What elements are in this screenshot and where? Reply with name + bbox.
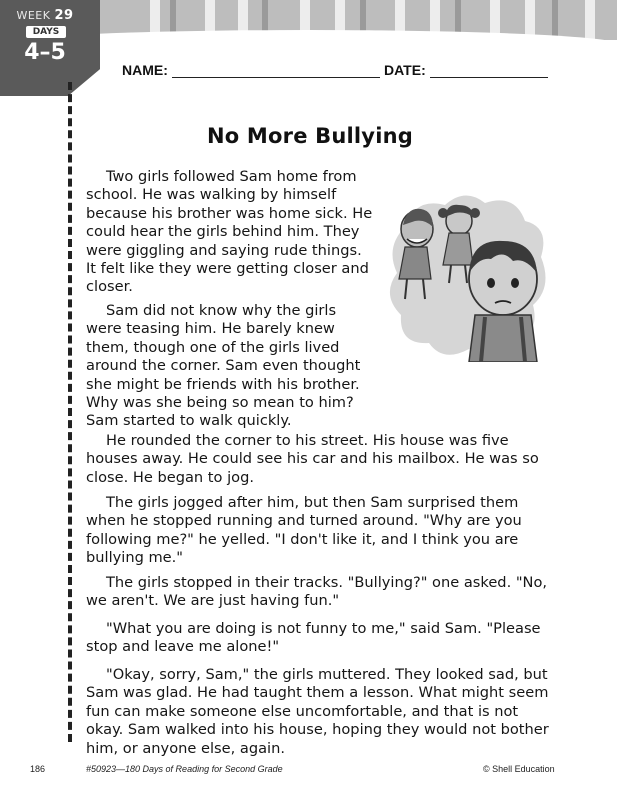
date-field[interactable] — [430, 77, 548, 78]
week-label — [0, 8, 90, 23]
story-paragraph-1: Two girls followed Sam home from school. He was walking by himself because his brother was home sick. He could hear the girls behind him. They were giggling and saying rude things. It felt like they were getting closer and closer. — [86, 168, 373, 296]
name-field[interactable] — [172, 77, 380, 78]
margin-dashed-line — [68, 82, 72, 742]
name-date-row — [122, 62, 552, 82]
days-label: DAYS — [26, 26, 66, 38]
story-paragraph-6: "What you are doing is not funny to me," said Sam. "Please stop and leave me alone!" — [86, 620, 541, 656]
story-title: No More Bullying — [207, 124, 413, 148]
story-paragraph-7: "Okay, sorry, Sam," the girls muttered. They looked sad, but Sam was glad. He had taught them a lesson. What might seem fun can make someone else uncomfortable, and that is not okay. Sam walked into his house, hoping they would not bother him, or anyone else, again. — [86, 666, 549, 757]
days-range: 4–5 — [24, 40, 66, 65]
story-paragraph-3: He rounded the corner to his street. His house was five houses away. He could see his car and his mailbox. He was so close. He began to jog. — [86, 432, 539, 486]
week-number: 29 — [54, 8, 74, 23]
date-label: DATE: — [384, 62, 426, 78]
story-paragraph-4: The girls jogged after him, but then Sam surprised them when he stopped running and turned around. "Why are you following me?" he yelled. "I don't like it, and I think you are bullying me." — [86, 494, 522, 567]
book-reference: #50923—180 Days of Reading for Second Grade — [86, 764, 283, 774]
page-number: 186 — [30, 764, 46, 774]
story-illustration — [385, 187, 550, 362]
name-label: NAME: — [122, 62, 168, 78]
story-paragraph-2: Sam did not know why the girls were teasing him. He barely knew them, though one of the girls lived around the corner. Sam even thought she might be friends with his brother. Why was she being so mean to him? Sam started to walk quickly. — [86, 302, 361, 430]
week-word: WEEK — [16, 9, 51, 22]
story-paragraph-5: The girls stopped in their tracks. "Bullying?" one asked. "No, we aren't. We are just having fun." — [86, 574, 548, 610]
publisher-credit: © Shell Education — [483, 764, 555, 774]
